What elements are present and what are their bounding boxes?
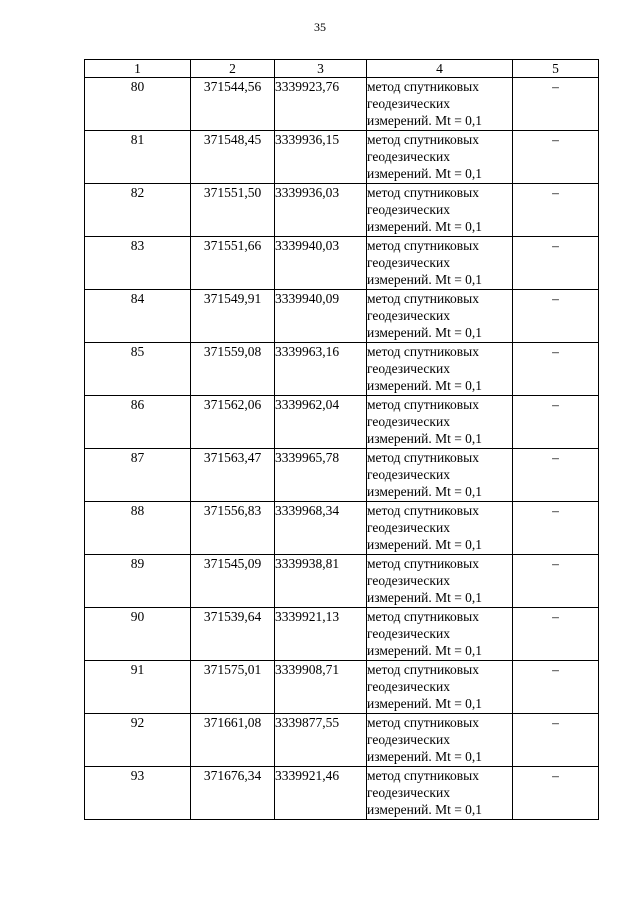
method-line-3: измерений. Mt = 0,1 [367, 537, 483, 552]
coordinate-x: 371563,47 [191, 449, 275, 502]
column-5-value: – [513, 767, 599, 820]
method-line-1: метод спутниковых [367, 503, 479, 518]
column-5-value: – [513, 555, 599, 608]
method-description [367, 767, 513, 820]
method-description [367, 449, 513, 502]
column-header-4: 4 [367, 60, 513, 78]
point-number: 87 [85, 449, 191, 502]
point-number: 81 [85, 131, 191, 184]
method-line-1: метод спутниковых [367, 79, 479, 94]
method-line-1: метод спутниковых [367, 662, 479, 677]
coordinate-y: 3339968,34 [275, 502, 367, 555]
coordinate-y: 3339936,15 [275, 131, 367, 184]
method-line-2: геодезических [367, 679, 450, 694]
coordinate-x: 371551,66 [191, 237, 275, 290]
coordinate-y: 3339962,04 [275, 396, 367, 449]
method-line-2: геодезических [367, 96, 450, 111]
coordinate-y: 3339923,76 [275, 78, 367, 131]
table-row [85, 131, 599, 184]
coordinate-y: 3339963,16 [275, 343, 367, 396]
table-row [85, 767, 599, 820]
method-line-1: метод спутниковых [367, 556, 479, 571]
coordinate-y: 3339938,81 [275, 555, 367, 608]
page-number: 35 [314, 20, 326, 34]
method-description [367, 608, 513, 661]
method-line-3: измерений. Mt = 0,1 [367, 113, 483, 128]
table-row [85, 661, 599, 714]
method-line-2: геодезических [367, 467, 450, 482]
point-number: 93 [85, 767, 191, 820]
point-number: 82 [85, 184, 191, 237]
method-line-3: измерений. Mt = 0,1 [367, 802, 483, 817]
coordinate-y: 3339908,71 [275, 661, 367, 714]
point-number: 80 [85, 78, 191, 131]
method-line-1: метод спутниковых [367, 238, 479, 253]
table-row [85, 237, 599, 290]
method-line-3: измерений. Mt = 0,1 [367, 272, 483, 287]
method-line-3: измерений. Mt = 0,1 [367, 696, 483, 711]
table-row [85, 290, 599, 343]
method-description [367, 502, 513, 555]
point-number: 84 [85, 290, 191, 343]
point-number: 91 [85, 661, 191, 714]
coordinate-x: 371559,08 [191, 343, 275, 396]
method-description [367, 237, 513, 290]
coordinate-x: 371544,56 [191, 78, 275, 131]
column-5-value: – [513, 343, 599, 396]
column-5-value: – [513, 290, 599, 343]
coordinate-x: 371548,45 [191, 131, 275, 184]
method-line-3: измерений. Mt = 0,1 [367, 166, 483, 181]
table-row [85, 396, 599, 449]
method-description [367, 343, 513, 396]
coordinate-x: 371549,91 [191, 290, 275, 343]
coordinate-y: 3339877,55 [275, 714, 367, 767]
method-line-3: измерений. Mt = 0,1 [367, 590, 483, 605]
method-line-1: метод спутниковых [367, 185, 479, 200]
table-body [85, 78, 599, 820]
method-line-3: измерений. Mt = 0,1 [367, 378, 483, 393]
coordinate-y: 3339940,03 [275, 237, 367, 290]
column-5-value: – [513, 608, 599, 661]
coordinate-x: 371676,34 [191, 767, 275, 820]
table-row [85, 78, 599, 131]
method-line-2: геодезических [367, 732, 450, 747]
table-row [85, 502, 599, 555]
table-row [85, 714, 599, 767]
method-line-1: метод спутниковых [367, 132, 479, 147]
coordinate-x: 371551,50 [191, 184, 275, 237]
coordinates-table [84, 59, 599, 820]
method-line-2: геодезических [367, 785, 450, 800]
coordinate-x: 371661,08 [191, 714, 275, 767]
column-header-5: 5 [513, 60, 599, 78]
method-line-2: геодезических [367, 414, 450, 429]
coordinate-y: 3339921,13 [275, 608, 367, 661]
method-line-1: метод спутниковых [367, 715, 479, 730]
column-5-value: – [513, 237, 599, 290]
method-line-1: метод спутниковых [367, 291, 479, 306]
method-line-2: геодезических [367, 255, 450, 270]
column-5-value: – [513, 78, 599, 131]
method-line-2: геодезических [367, 520, 450, 535]
point-number: 89 [85, 555, 191, 608]
method-line-1: метод спутниковых [367, 450, 479, 465]
method-line-3: измерений. Mt = 0,1 [367, 431, 483, 446]
point-number: 83 [85, 237, 191, 290]
method-description [367, 714, 513, 767]
method-line-1: метод спутниковых [367, 344, 479, 359]
point-number: 86 [85, 396, 191, 449]
method-description [367, 78, 513, 131]
method-description [367, 184, 513, 237]
point-number: 90 [85, 608, 191, 661]
method-line-2: геодезических [367, 308, 450, 323]
point-number: 88 [85, 502, 191, 555]
coordinate-y: 3339921,46 [275, 767, 367, 820]
table-row [85, 343, 599, 396]
column-5-value: – [513, 502, 599, 555]
method-line-2: геодезических [367, 573, 450, 588]
table-row [85, 608, 599, 661]
method-line-2: геодезических [367, 626, 450, 641]
method-line-2: геодезических [367, 361, 450, 376]
method-description [367, 396, 513, 449]
coordinate-x: 371539,64 [191, 608, 275, 661]
table-header-row [85, 60, 599, 78]
method-description [367, 131, 513, 184]
column-5-value: – [513, 714, 599, 767]
coordinate-y: 3339936,03 [275, 184, 367, 237]
column-5-value: – [513, 184, 599, 237]
method-line-3: измерений. Mt = 0,1 [367, 749, 483, 764]
coordinate-x: 371545,09 [191, 555, 275, 608]
column-5-value: – [513, 449, 599, 502]
table-row [85, 184, 599, 237]
method-line-3: измерений. Mt = 0,1 [367, 219, 483, 234]
method-line-2: геодезических [367, 149, 450, 164]
column-header-2: 2 [191, 60, 275, 78]
method-line-1: метод спутниковых [367, 397, 479, 412]
table-row [85, 555, 599, 608]
method-line-2: геодезических [367, 202, 450, 217]
coordinate-x: 371562,06 [191, 396, 275, 449]
column-5-value: – [513, 396, 599, 449]
method-line-3: измерений. Mt = 0,1 [367, 484, 483, 499]
column-5-value: – [513, 661, 599, 714]
table-row [85, 449, 599, 502]
column-header-1: 1 [85, 60, 191, 78]
method-description [367, 661, 513, 714]
method-line-1: метод спутниковых [367, 768, 479, 783]
method-line-1: метод спутниковых [367, 609, 479, 624]
coordinate-x: 371556,83 [191, 502, 275, 555]
method-description [367, 555, 513, 608]
column-5-value: – [513, 131, 599, 184]
point-number: 85 [85, 343, 191, 396]
method-description [367, 290, 513, 343]
coordinate-y: 3339940,09 [275, 290, 367, 343]
method-line-3: измерений. Mt = 0,1 [367, 325, 483, 340]
column-header-3: 3 [275, 60, 367, 78]
method-line-3: измерений. Mt = 0,1 [367, 643, 483, 658]
coordinate-x: 371575,01 [191, 661, 275, 714]
point-number: 92 [85, 714, 191, 767]
coordinate-y: 3339965,78 [275, 449, 367, 502]
